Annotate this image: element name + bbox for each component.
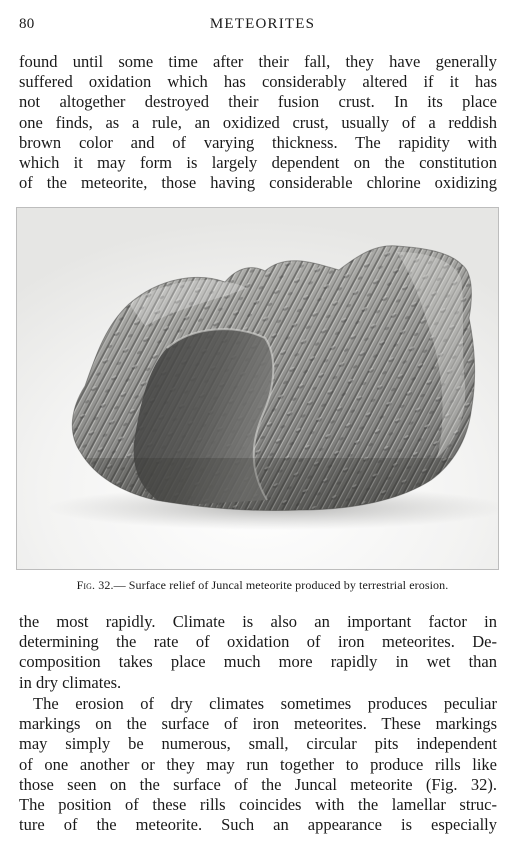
text-line: in dry climates. bbox=[19, 672, 122, 692]
figure-label: Fig. 32. bbox=[76, 578, 114, 592]
text-line: composition takes place much more rapidly in wet than bbox=[19, 652, 497, 672]
paragraph-2 bbox=[19, 612, 497, 693]
paragraph-1 bbox=[19, 52, 497, 193]
text-line: markings on the surface of iron meteorites. These markings bbox=[19, 714, 497, 734]
figure-caption bbox=[0, 578, 525, 593]
figure-caption-text: — Surface relief of Juncal meteorite produced by terrestrial erosion. bbox=[113, 578, 449, 592]
running-head: METEORITES bbox=[209, 16, 316, 32]
text-line: which it may form is largely dependent on the constitution bbox=[19, 153, 497, 173]
text-line: not altogether destroyed their fusion crust. In its place bbox=[19, 92, 497, 112]
text-line: determining the rate of oxidation of iron meteorites. De- bbox=[19, 632, 497, 652]
meteorite-photo bbox=[16, 207, 499, 570]
text-line: may simply be numerous, small, circular pits independent bbox=[19, 734, 497, 754]
text-line: of one another or they may run together to produce rills like bbox=[19, 754, 497, 774]
text-line: one finds, as a rule, an oxidized crust, usually of a reddish bbox=[19, 112, 497, 132]
text-line: of the meteorite, those having considerable chlorine oxidizing bbox=[19, 173, 497, 193]
text-line: The position of these rills coincides with the lamellar struc- bbox=[19, 795, 497, 815]
text-line: the most rapidly. Climate is also an important factor in bbox=[19, 612, 497, 631]
text-line: ture of the meteorite. Such an appearance is especially bbox=[19, 815, 497, 835]
page-number: 80 bbox=[19, 16, 35, 32]
text-line: those seen on the surface of the Juncal meteorite (Fig. 32). bbox=[19, 774, 497, 794]
text-line: The erosion of dry climates sometimes produces peculiar bbox=[33, 694, 497, 713]
paragraph-3 bbox=[19, 694, 497, 835]
text-line: brown color and of varying thickness. The rapidity with bbox=[19, 132, 497, 152]
text-line: found until some time after their fall, they have generally bbox=[19, 52, 497, 71]
text-line: suffered oxidation which has considerably altered if it has bbox=[19, 72, 497, 92]
